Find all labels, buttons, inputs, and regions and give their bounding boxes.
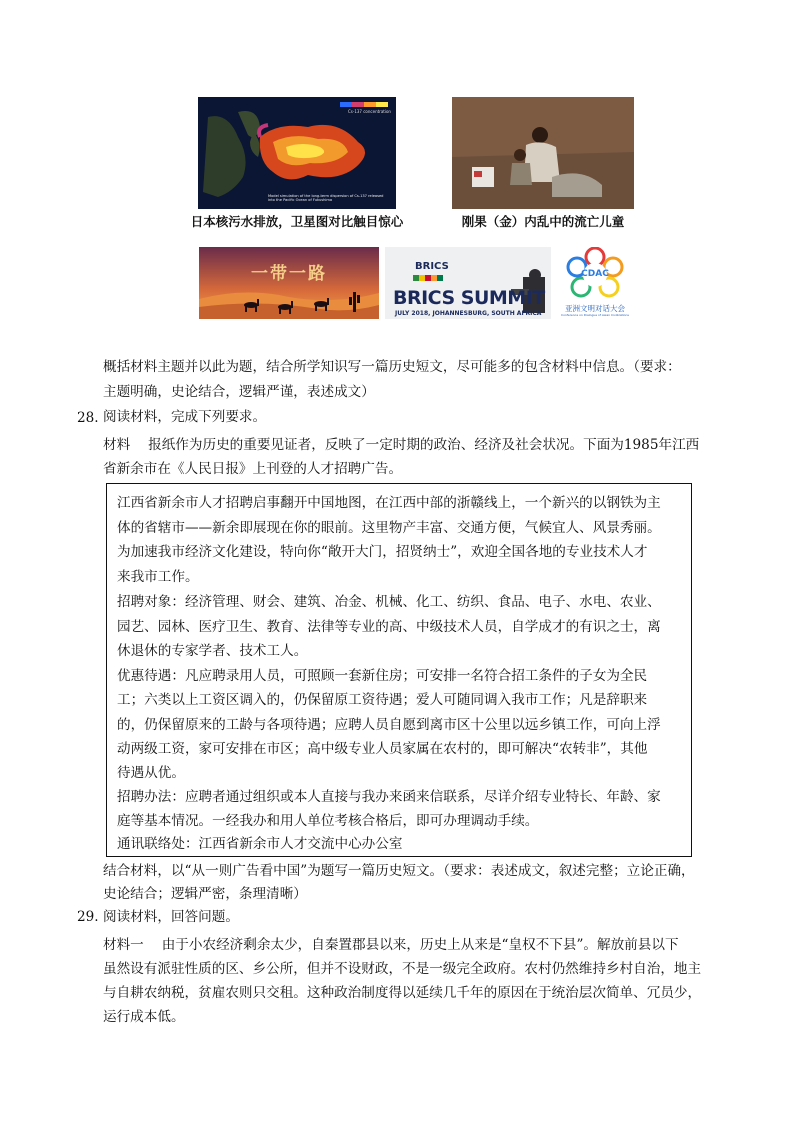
q27-requirement-line1: 概括材料主题并以此为题，结合所学知识写一篇历史短文，尽可能多的包含材料中信息。（要求： bbox=[103, 359, 681, 375]
q28-prompt: 阅读材料，完成下列要求。 bbox=[103, 409, 267, 425]
satellite-image bbox=[198, 97, 396, 209]
q28-material-line1: 材料 报纸作为历史的重要见证者，反映了一定时期的政治、经济及社会状况。下面为1985年江西 bbox=[103, 437, 700, 453]
ad-line: 体的省辖市——新余即展现在你的眼前。这里物产丰富、交通方便，气候宜人、风景秀丽。 bbox=[117, 520, 661, 536]
brics-summit-text: BRICS SUMMIT bbox=[393, 287, 545, 309]
ad-line: 通讯联络处：江西省新余市人才交流中心办公室 bbox=[117, 836, 403, 852]
ad-line: 江西省新余市人才招聘启事翻开中国地图，在江西中部的浙赣线上，一个新兴的以钢铁为主 bbox=[117, 495, 661, 511]
cdac-logo-text: CDAC bbox=[581, 269, 609, 279]
brics-small-logo: BRICS bbox=[415, 261, 449, 272]
ad-line: 工；六类以上工资区调入的，仍保留原工资待遇；爱人可随同调入我市工作；凡是辞职来 bbox=[117, 692, 648, 708]
cdac-name: 亚洲文明对话大会 bbox=[565, 304, 625, 313]
ad-line: 来我市工作。 bbox=[117, 569, 199, 585]
q29-material-line: 虽然设有派驻性质的区、乡公所，但并不设财政，不是一级完全政府。农村仍然维持乡村自治，地主 bbox=[103, 961, 702, 977]
belt-road-image bbox=[199, 247, 379, 319]
ad-line: 优惠待遇：凡应聘录用人员，可照顾一套新住房；可安排一名符合招工条件的子女为全民 bbox=[117, 668, 648, 684]
satellite-caption: 日本核污水排放，卫星图对比触目惊心 bbox=[190, 214, 404, 229]
q28-material-line2: 省新余市在《人民日报》上刊登的人才招聘广告。 bbox=[103, 461, 403, 477]
brics-photo bbox=[385, 247, 551, 319]
refugee-photo bbox=[452, 97, 634, 209]
ad-line: 动两级工资，家可安排在市区；高中级专业人员家属在农村的，即可解决“农转非”，其他 bbox=[117, 741, 648, 757]
refugee-caption: 刚果（金）内乱中的流亡儿童 bbox=[461, 214, 625, 229]
satellite-footer-text: Model simulation of the long-term dispersion of Cs-137 released into the Pacific Ocean of Fukushima bbox=[268, 194, 384, 202]
ad-line: 庭等基本情况。一经我办和用人单位考核合格后，即可办理调动手续。 bbox=[117, 813, 539, 829]
ad-line: 待遇从优。 bbox=[117, 765, 185, 781]
q29-material-line: 与自耕农纳税，贫雇农则只交租。这种政治制度得以延续几千年的原因在于统治层次简单、冗员少， bbox=[103, 985, 702, 1001]
q28-requirement-line1: 结合材料，以“从一则广告看中国”为题写一篇历史短文。（要求：表述成文，叙述完整；立论正确， bbox=[103, 863, 695, 879]
q29-number: 29. bbox=[77, 909, 99, 925]
q29-material-line: 材料一 由于小农经济剩余太少，自秦置郡县以来，历史上从来是“皇权不下县”。解放前县以下 bbox=[103, 937, 679, 953]
ad-line: 休退休的专家学者、技术工人。 bbox=[117, 643, 308, 659]
ad-line: 招聘办法：应聘者通过组织或本人直接与我办来函来信联系，尽详介绍专业特长、年龄、家 bbox=[117, 789, 661, 805]
belt-road-title: 一带一路 bbox=[251, 264, 327, 284]
brics-date-text: JULY 2018, JOHANNESBURG, SOUTH AFRICA bbox=[395, 310, 542, 317]
ad-line: 的，仍保留原来的工龄与各项待遇；应聘人员自愿到离市区十公里以远乡镇工作，可向上浮 bbox=[117, 717, 661, 733]
cdac-logo bbox=[557, 247, 633, 319]
cdac-english: Conference on Dialogue of Asian Civilizations bbox=[561, 313, 629, 317]
q27-requirement-line2: 主题明确，史论结合，逻辑严谨，表述成文） bbox=[103, 384, 375, 400]
refugee-photo-graphic bbox=[452, 97, 634, 209]
ad-line: 园艺、园林、医疗卫生、教育、法律等专业的高、中级技术人员，自学成才的有识之士，离 bbox=[117, 619, 661, 635]
ad-line: 招聘对象：经济管理、财会、建筑、冶金、机械、化工、纺织、食品、电子、水电、农业、 bbox=[117, 594, 661, 610]
q28-number: 28. bbox=[77, 410, 99, 426]
ad-line: 为加速我市经济文化建设，特向你“敞开大门，招贤纳士”，欢迎全国各地的专业技术人才 bbox=[117, 544, 648, 560]
satellite-header-text: Cs-137 concentration bbox=[348, 109, 391, 114]
q28-requirement-line2: 史论结合；逻辑严密，条理清晰） bbox=[103, 886, 307, 902]
q29-prompt: 阅读材料，回答问题。 bbox=[103, 909, 239, 925]
q29-material-line: 运行成本低。 bbox=[103, 1009, 185, 1025]
